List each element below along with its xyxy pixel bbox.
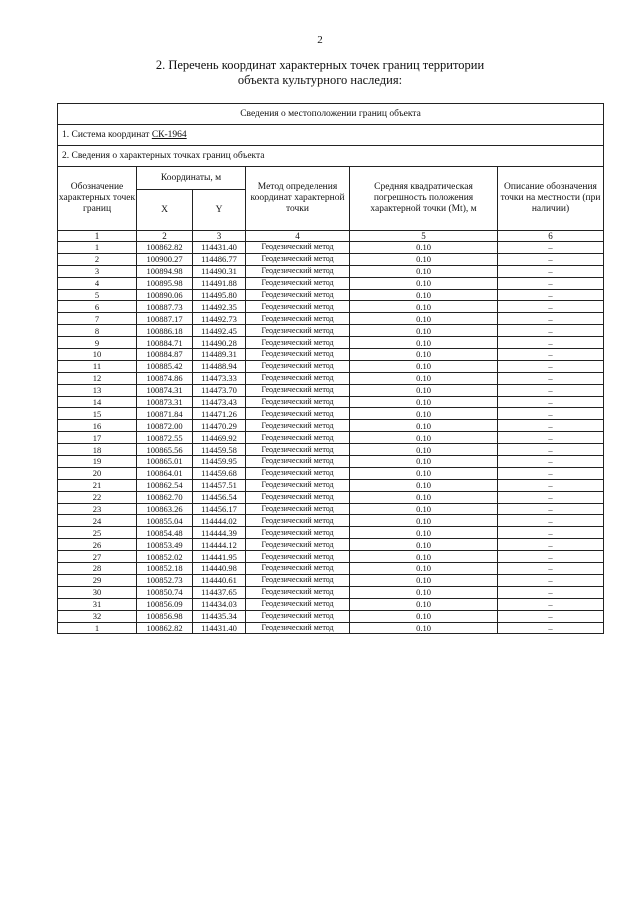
table-row	[58, 598, 604, 610]
coord-x: 100862.70	[137, 491, 193, 503]
coord-y: 114473.70	[193, 384, 246, 396]
table-row	[58, 349, 604, 361]
table-row	[58, 384, 604, 396]
column-number: 5	[350, 231, 498, 242]
error: 0.10	[350, 420, 498, 432]
point-number: 9	[58, 337, 137, 349]
coord-x: 100874.31	[137, 384, 193, 396]
coord-x: 100890.06	[137, 289, 193, 301]
coord-y: 114473.33	[193, 372, 246, 384]
coord-y: 114495.80	[193, 289, 246, 301]
error: 0.10	[350, 491, 498, 503]
coord-y: 114444.02	[193, 515, 246, 527]
method: Геодезический метод	[246, 349, 350, 361]
method: Геодезический метод	[246, 265, 350, 277]
coord-y: 114440.61	[193, 574, 246, 586]
point-number: 1	[58, 622, 137, 634]
coord-y: 114431.40	[193, 622, 246, 634]
coord-x: 100872.55	[137, 432, 193, 444]
coord-y: 114489.31	[193, 349, 246, 361]
coord-y: 114444.12	[193, 539, 246, 551]
point-number: 18	[58, 444, 137, 456]
description: –	[498, 444, 604, 456]
coord-x: 100900.27	[137, 253, 193, 265]
table-row	[58, 479, 604, 491]
coord-x: 100885.42	[137, 360, 193, 372]
error: 0.10	[350, 503, 498, 515]
coord-x: 100854.48	[137, 527, 193, 539]
point-number: 30	[58, 586, 137, 598]
description: –	[498, 289, 604, 301]
description: –	[498, 337, 604, 349]
error: 0.10	[350, 277, 498, 289]
point-number: 3	[58, 265, 137, 277]
method: Геодезический метод	[246, 253, 350, 265]
coord-x: 100862.82	[137, 242, 193, 254]
points-section: 2. Сведения о характерных точках границ объекта	[58, 146, 604, 167]
error: 0.10	[350, 610, 498, 622]
point-number: 13	[58, 384, 137, 396]
error: 0.10	[350, 372, 498, 384]
header-designation: Обозначение характерных точек границ	[58, 167, 137, 231]
point-number: 20	[58, 467, 137, 479]
coord-y: 114492.45	[193, 325, 246, 337]
table-row	[58, 456, 604, 468]
coord-x: 100884.71	[137, 337, 193, 349]
coord-y: 114490.28	[193, 337, 246, 349]
coord-x: 100862.82	[137, 622, 193, 634]
method: Геодезический метод	[246, 420, 350, 432]
coord-y: 114471.26	[193, 408, 246, 420]
method: Геодезический метод	[246, 551, 350, 563]
error: 0.10	[350, 515, 498, 527]
table-row	[58, 467, 604, 479]
table-row	[58, 408, 604, 420]
description: –	[498, 325, 604, 337]
coord-x: 100887.73	[137, 301, 193, 313]
coord-x: 100872.00	[137, 420, 193, 432]
coord-y: 114473.43	[193, 396, 246, 408]
coord-x: 100852.73	[137, 574, 193, 586]
header-method: Метод определения координат характерной точки	[246, 167, 350, 231]
point-number: 31	[58, 598, 137, 610]
description: –	[498, 491, 604, 503]
table-row	[58, 253, 604, 265]
point-number: 2	[58, 253, 137, 265]
method: Геодезический метод	[246, 384, 350, 396]
description: –	[498, 349, 604, 361]
error: 0.10	[350, 337, 498, 349]
coord-x: 100864.01	[137, 467, 193, 479]
table-row	[58, 313, 604, 325]
point-number: 5	[58, 289, 137, 301]
coord-y: 114490.31	[193, 265, 246, 277]
error: 0.10	[350, 598, 498, 610]
method: Геодезический метод	[246, 277, 350, 289]
error: 0.10	[350, 384, 498, 396]
description: –	[498, 432, 604, 444]
header-error: Средняя квадратическая погрешность положения характерной точки (Mt), м	[350, 167, 498, 231]
point-number: 24	[58, 515, 137, 527]
coord-y: 114456.17	[193, 503, 246, 515]
table-row	[58, 420, 604, 432]
coord-x: 100884.87	[137, 349, 193, 361]
header-x: X	[137, 190, 193, 231]
table-row	[58, 432, 604, 444]
error: 0.10	[350, 289, 498, 301]
point-number: 22	[58, 491, 137, 503]
coordinates-table	[57, 103, 604, 634]
description: –	[498, 574, 604, 586]
error: 0.10	[350, 408, 498, 420]
table-row	[58, 586, 604, 598]
coord-x: 100894.98	[137, 265, 193, 277]
header-description: Описание обозначения точки на местности (при наличии)	[498, 167, 604, 231]
description: –	[498, 253, 604, 265]
error: 0.10	[350, 456, 498, 468]
method: Геодезический метод	[246, 313, 350, 325]
description: –	[498, 539, 604, 551]
method: Геодезический метод	[246, 432, 350, 444]
point-number: 26	[58, 539, 137, 551]
coord-x: 100895.98	[137, 277, 193, 289]
coord-x: 100856.98	[137, 610, 193, 622]
coord-x: 100873.31	[137, 396, 193, 408]
error: 0.10	[350, 527, 498, 539]
table-row	[58, 515, 604, 527]
table-row	[58, 396, 604, 408]
coord-y: 114444.39	[193, 527, 246, 539]
method: Геодезический метод	[246, 360, 350, 372]
point-number: 19	[58, 456, 137, 468]
description: –	[498, 301, 604, 313]
error: 0.10	[350, 574, 498, 586]
method: Геодезический метод	[246, 491, 350, 503]
coord-y: 114492.73	[193, 313, 246, 325]
table-row	[58, 289, 604, 301]
coord-y: 114488.94	[193, 360, 246, 372]
description: –	[498, 598, 604, 610]
column-numbers-row	[58, 231, 604, 242]
description: –	[498, 586, 604, 598]
error: 0.10	[350, 253, 498, 265]
header-y: Y	[193, 190, 246, 231]
table-row	[58, 372, 604, 384]
error: 0.10	[350, 444, 498, 456]
error: 0.10	[350, 586, 498, 598]
description: –	[498, 456, 604, 468]
header-coordinates: Координаты, м	[137, 167, 246, 190]
error: 0.10	[350, 360, 498, 372]
description: –	[498, 551, 604, 563]
method: Геодезический метод	[246, 574, 350, 586]
coord-y: 114470.29	[193, 420, 246, 432]
point-number: 16	[58, 420, 137, 432]
coord-x: 100874.86	[137, 372, 193, 384]
method: Геодезический метод	[246, 408, 350, 420]
description: –	[498, 479, 604, 491]
coord-x: 100855.04	[137, 515, 193, 527]
method: Геодезический метод	[246, 467, 350, 479]
point-number: 17	[58, 432, 137, 444]
coord-x: 100863.26	[137, 503, 193, 515]
coord-y: 114457.51	[193, 479, 246, 491]
method: Геодезический метод	[246, 325, 350, 337]
point-number: 11	[58, 360, 137, 372]
column-number: 4	[246, 231, 350, 242]
description: –	[498, 265, 604, 277]
table-row	[58, 622, 604, 634]
description: –	[498, 503, 604, 515]
method: Геодезический метод	[246, 479, 350, 491]
method: Геодезический метод	[246, 586, 350, 598]
error: 0.10	[350, 396, 498, 408]
coord-x: 100850.74	[137, 586, 193, 598]
point-number: 15	[58, 408, 137, 420]
table-row	[58, 563, 604, 575]
table-row	[58, 444, 604, 456]
error: 0.10	[350, 301, 498, 313]
method: Геодезический метод	[246, 289, 350, 301]
description: –	[498, 563, 604, 575]
description: –	[498, 360, 604, 372]
error: 0.10	[350, 551, 498, 563]
table-row	[58, 277, 604, 289]
method: Геодезический метод	[246, 563, 350, 575]
description: –	[498, 515, 604, 527]
description: –	[498, 384, 604, 396]
point-number: 4	[58, 277, 137, 289]
coord-y: 114459.95	[193, 456, 246, 468]
point-number: 23	[58, 503, 137, 515]
method: Геодезический метод	[246, 527, 350, 539]
point-number: 27	[58, 551, 137, 563]
coord-system-name: СК-1964	[151, 130, 187, 140]
coord-x: 100886.18	[137, 325, 193, 337]
coord-y: 114431.40	[193, 242, 246, 254]
coord-x: 100853.49	[137, 539, 193, 551]
table-row	[58, 527, 604, 539]
coord-x: 100856.09	[137, 598, 193, 610]
coord-y: 114486.77	[193, 253, 246, 265]
table-row	[58, 325, 604, 337]
error: 0.10	[350, 325, 498, 337]
coord-y: 114440.98	[193, 563, 246, 575]
description: –	[498, 313, 604, 325]
point-number: 14	[58, 396, 137, 408]
coord-y: 114459.58	[193, 444, 246, 456]
error: 0.10	[350, 349, 498, 361]
description: –	[498, 622, 604, 634]
method: Геодезический метод	[246, 396, 350, 408]
coord-y: 114441.95	[193, 551, 246, 563]
description: –	[498, 372, 604, 384]
method: Геодезический метод	[246, 539, 350, 551]
coord-x: 100865.56	[137, 444, 193, 456]
table-row	[58, 610, 604, 622]
table-row	[58, 503, 604, 515]
column-number: 1	[58, 231, 137, 242]
point-number: 6	[58, 301, 137, 313]
description: –	[498, 408, 604, 420]
error: 0.10	[350, 539, 498, 551]
point-number: 28	[58, 563, 137, 575]
error: 0.10	[350, 313, 498, 325]
table-row	[58, 242, 604, 254]
coord-x: 100862.54	[137, 479, 193, 491]
point-number: 10	[58, 349, 137, 361]
page-number: 2	[317, 34, 323, 46]
method: Геодезический метод	[246, 456, 350, 468]
description: –	[498, 420, 604, 432]
table-row	[58, 551, 604, 563]
method: Геодезический метод	[246, 372, 350, 384]
method: Геодезический метод	[246, 337, 350, 349]
table-row	[58, 265, 604, 277]
point-number: 25	[58, 527, 137, 539]
description: –	[498, 396, 604, 408]
document-title	[0, 58, 640, 88]
point-number: 29	[58, 574, 137, 586]
coord-y: 114435.34	[193, 610, 246, 622]
column-number: 2	[137, 231, 193, 242]
table-row	[58, 337, 604, 349]
point-number: 1	[58, 242, 137, 254]
method: Геодезический метод	[246, 598, 350, 610]
coord-y: 114437.65	[193, 586, 246, 598]
point-number: 12	[58, 372, 137, 384]
point-number: 8	[58, 325, 137, 337]
error: 0.10	[350, 432, 498, 444]
method: Геодезический метод	[246, 444, 350, 456]
error: 0.10	[350, 265, 498, 277]
coord-x: 100852.18	[137, 563, 193, 575]
coord-y: 114459.68	[193, 467, 246, 479]
error: 0.10	[350, 563, 498, 575]
coord-x: 100871.84	[137, 408, 193, 420]
table-row	[58, 360, 604, 372]
coord-y: 114456.54	[193, 491, 246, 503]
coord-system-prefix: 1. Система координат	[62, 130, 152, 140]
method: Геодезический метод	[246, 301, 350, 313]
point-number: 21	[58, 479, 137, 491]
description: –	[498, 610, 604, 622]
method: Геодезический метод	[246, 610, 350, 622]
title-line-1: 2. Перечень координат характерных точек границ территории	[155, 58, 485, 72]
column-number: 6	[498, 231, 604, 242]
error: 0.10	[350, 467, 498, 479]
column-number: 3	[193, 231, 246, 242]
description: –	[498, 467, 604, 479]
coord-x: 100887.17	[137, 313, 193, 325]
coord-y: 114434.03	[193, 598, 246, 610]
description: –	[498, 242, 604, 254]
coord-y: 114491.88	[193, 277, 246, 289]
coordinate-system	[58, 125, 604, 146]
section-header: Сведения о местоположении границ объекта	[58, 104, 604, 125]
method: Геодезический метод	[246, 242, 350, 254]
table-row	[58, 574, 604, 586]
coord-y: 114492.35	[193, 301, 246, 313]
point-number: 32	[58, 610, 137, 622]
description: –	[498, 277, 604, 289]
error: 0.10	[350, 622, 498, 634]
table-row	[58, 539, 604, 551]
table-row	[58, 491, 604, 503]
description: –	[498, 527, 604, 539]
method: Геодезический метод	[246, 503, 350, 515]
coord-x: 100865.01	[137, 456, 193, 468]
method: Геодезический метод	[246, 622, 350, 634]
point-number: 7	[58, 313, 137, 325]
method: Геодезический метод	[246, 515, 350, 527]
table-row	[58, 301, 604, 313]
coord-x: 100852.02	[137, 551, 193, 563]
error: 0.10	[350, 479, 498, 491]
title-line-2: объекта культурного наследия:	[237, 73, 403, 87]
error: 0.10	[350, 242, 498, 254]
coord-y: 114469.92	[193, 432, 246, 444]
